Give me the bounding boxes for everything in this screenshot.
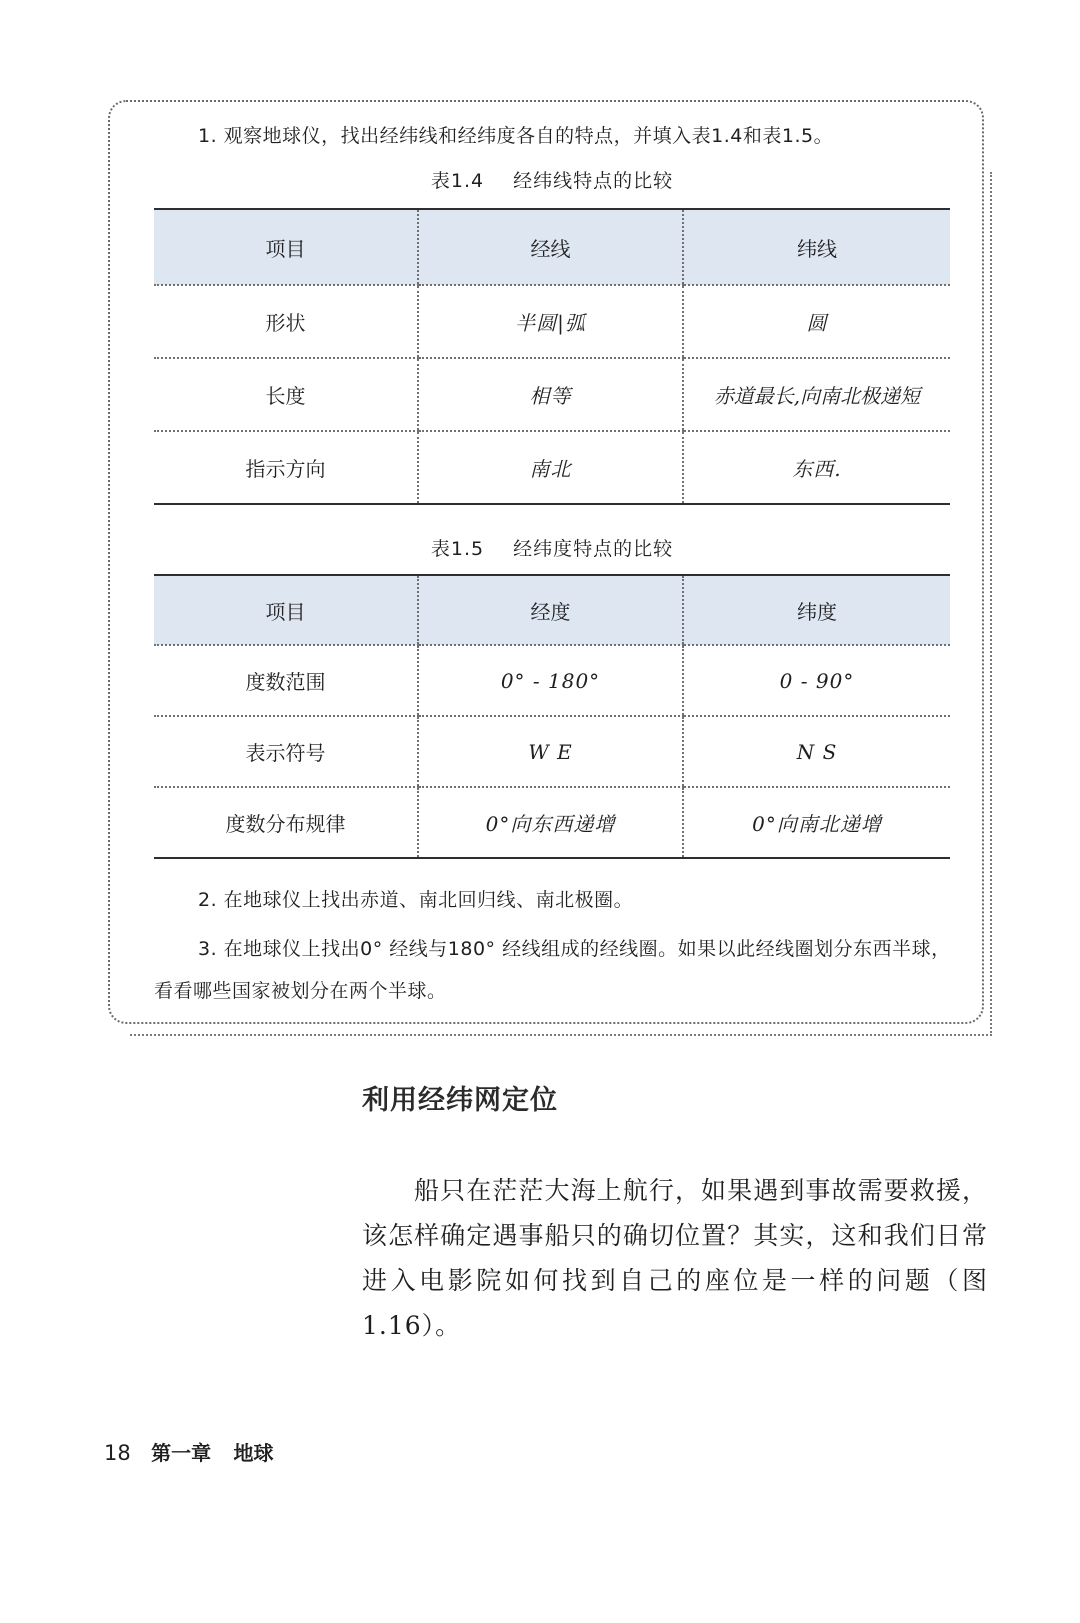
activity-task-2: 2. 在地球仪上找出赤道、南北回归线、南北极圈。 — [198, 889, 634, 911]
column-header-longitude: 经度 — [418, 575, 683, 645]
handwritten-answer: 半圆|弧 — [418, 285, 683, 358]
handwritten-answer: 南北 — [418, 431, 683, 504]
handwritten-answer: 赤道最长,向南北极递短 — [683, 358, 950, 431]
handwritten-answer: N S — [683, 716, 950, 787]
activity-task-3: 3. 在地球仪上找出0° 经线与180° 经线组成的经线圈。如果以此经线圈划分东西半球，看看哪些国家被划分在两个半球。 — [154, 938, 951, 1002]
table-row — [154, 285, 950, 358]
table-row — [154, 645, 950, 716]
row-label: 度数范围 — [154, 645, 418, 716]
handwritten-answer: 东西. — [683, 431, 950, 504]
table-1-5-caption — [154, 534, 950, 561]
table-header-row — [154, 575, 950, 645]
row-label: 指示方向 — [154, 431, 418, 504]
handwritten-answer: 相等 — [418, 358, 683, 431]
column-header-item: 项目 — [154, 575, 418, 645]
table-1-4-number: 表1.4 — [430, 170, 485, 192]
handwritten-answer: 0°向东西递增 — [418, 787, 683, 858]
table-row — [154, 716, 950, 787]
activity-task-1: 1. 观察地球仪，找出经纬线和经纬度各自的特点，并填入表1.4和表1.5。 — [198, 125, 834, 147]
row-label: 表示符号 — [154, 716, 418, 787]
column-header-meridian: 经线 — [418, 209, 683, 285]
handwritten-answer: 圆 — [683, 285, 950, 358]
row-label: 长度 — [154, 358, 418, 431]
handwritten-answer: 0°向南北递增 — [683, 787, 950, 858]
row-label: 度数分布规律 — [154, 787, 418, 858]
table-header-row — [154, 209, 950, 285]
chapter-label: 第一章 — [151, 1441, 212, 1465]
column-header-item: 项目 — [154, 209, 418, 285]
chapter-title: 地球 — [233, 1441, 274, 1465]
page-footer — [104, 1437, 273, 1466]
table-1-5 — [154, 574, 950, 859]
handwritten-answer: 0° - 180° — [418, 645, 683, 716]
page-number: 18 — [104, 1441, 131, 1465]
handwritten-answer: 0 - 90° — [683, 645, 950, 716]
table-1-4-caption — [154, 166, 950, 193]
column-header-parallel: 纬线 — [683, 209, 950, 285]
table-1-4 — [154, 208, 950, 505]
table-1-4-title: 经纬线特点的比较 — [513, 170, 674, 192]
table-1-5-title: 经纬度特点的比较 — [513, 538, 674, 560]
column-header-latitude: 纬度 — [683, 575, 950, 645]
row-label: 形状 — [154, 285, 418, 358]
table-row — [154, 358, 950, 431]
section-title: 利用经纬网定位 — [362, 1085, 558, 1116]
table-1-5-number: 表1.5 — [430, 538, 485, 560]
body-paragraph: 船只在茫茫大海上航行，如果遇到事故需要救援，该怎样确定遇事船只的确切位置？其实，这和我们日常进入电影院如何找到自己的座位是一样的问题（图1.16）。 — [362, 1176, 988, 1340]
table-row — [154, 787, 950, 858]
table-row — [154, 431, 950, 504]
handwritten-answer: W E — [418, 716, 683, 787]
